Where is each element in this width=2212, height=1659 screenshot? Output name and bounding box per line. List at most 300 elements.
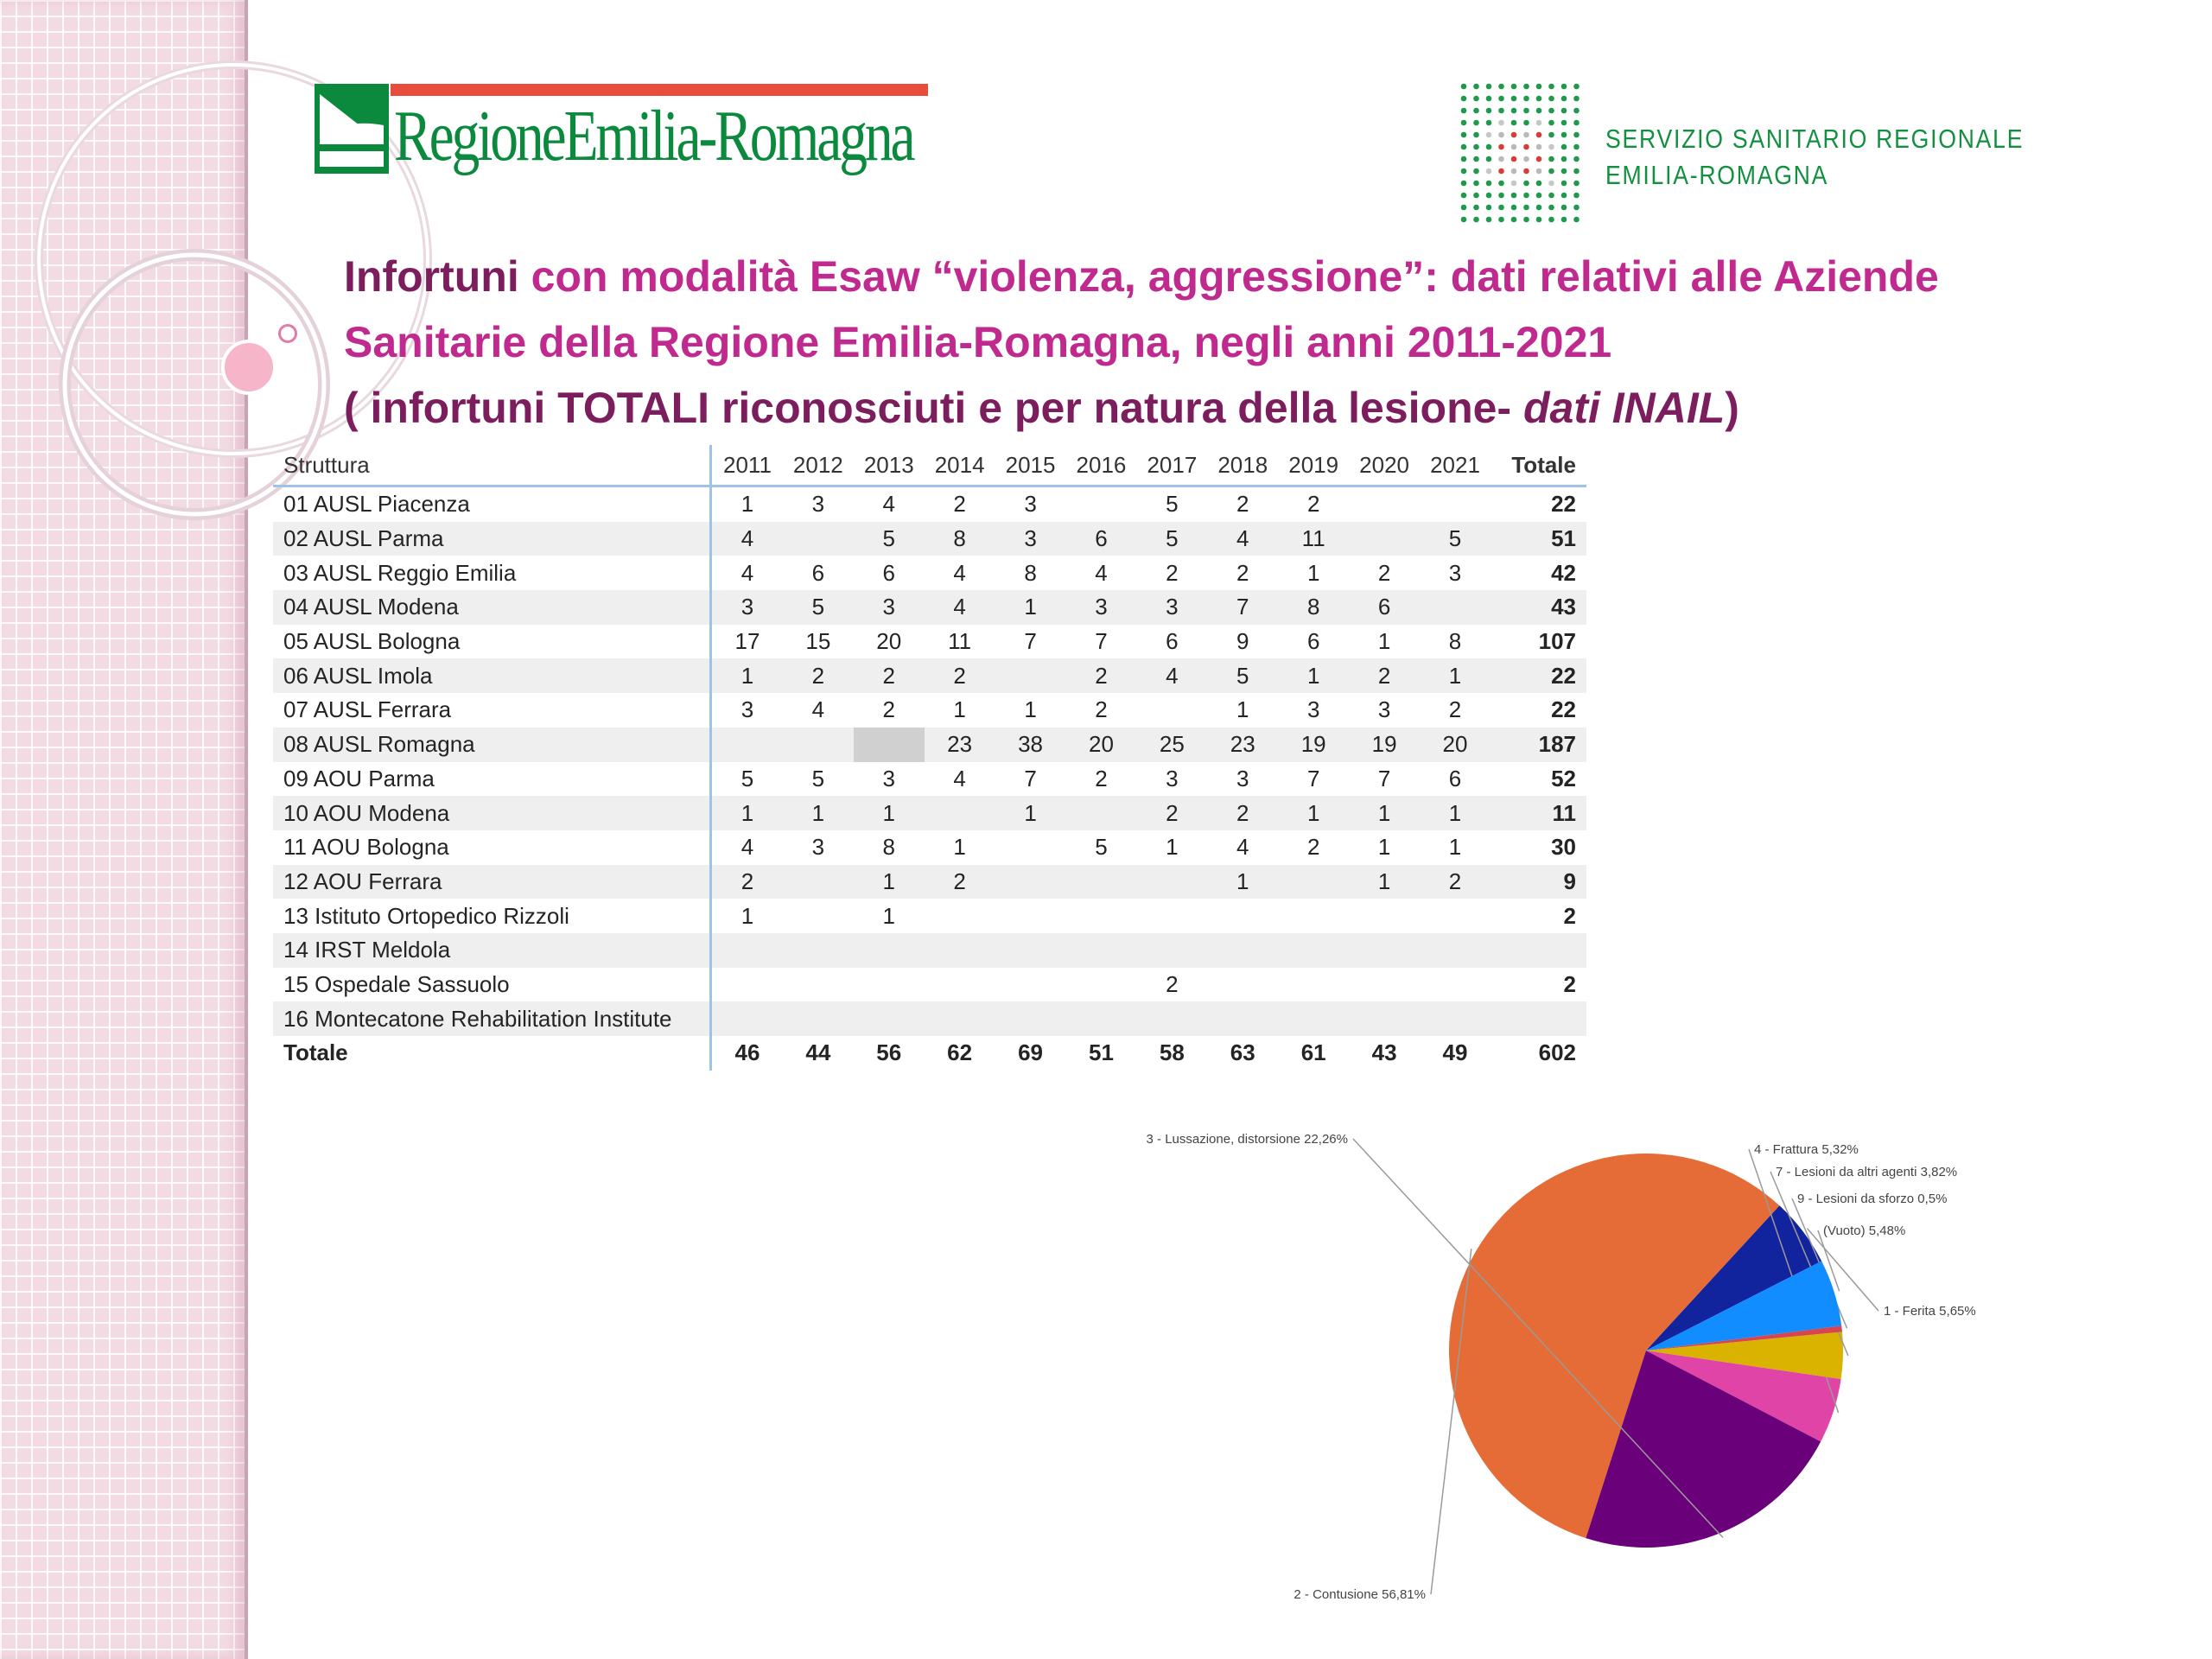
cell-value: 4 bbox=[953, 765, 966, 791]
cell-value: 20 bbox=[876, 628, 902, 655]
cell-value: 5 bbox=[1136, 522, 1207, 556]
logo-dot bbox=[1573, 168, 1580, 175]
cell-value bbox=[995, 1001, 1066, 1036]
cell-value: 1 bbox=[854, 865, 925, 899]
cell-value: 1 bbox=[1278, 658, 1349, 693]
row-struttura: 03 AUSL Reggio Emilia bbox=[273, 556, 711, 590]
logo-dot bbox=[1486, 120, 1492, 126]
cell-value bbox=[1136, 899, 1207, 933]
logo-dot bbox=[1548, 132, 1554, 138]
logo-dot bbox=[1511, 96, 1517, 102]
cell-total: 107 bbox=[1538, 628, 1576, 655]
cell-value: 62 bbox=[947, 1039, 973, 1066]
cell-total bbox=[1491, 933, 1586, 968]
cell-value: 3 bbox=[741, 696, 754, 723]
header-year[interactable]: 2011 bbox=[711, 445, 783, 486]
cell-value: 6 bbox=[1066, 522, 1137, 556]
logo-dot bbox=[1511, 144, 1517, 150]
header-totale[interactable]: Totale bbox=[1491, 445, 1586, 486]
cell-total: 22 bbox=[1551, 491, 1576, 518]
cell-value bbox=[1420, 1001, 1491, 1036]
cell-value: 19 bbox=[1278, 728, 1349, 762]
cell-value: 3 bbox=[995, 522, 1066, 556]
cell-value bbox=[783, 899, 854, 933]
cell-value bbox=[1420, 968, 1491, 1002]
table-row bbox=[273, 1001, 1586, 1036]
cell-value: 1 bbox=[882, 902, 895, 929]
cell-total: 2 bbox=[1563, 902, 1576, 929]
cell-value: 4 bbox=[711, 522, 783, 556]
cell-value: 2 bbox=[1166, 970, 1179, 997]
cell-value: 1 bbox=[854, 796, 925, 830]
cell-value: 5 bbox=[1095, 834, 1108, 861]
cell-total: 22 bbox=[1491, 658, 1586, 693]
cell-value bbox=[925, 933, 995, 968]
cell-value: 1 bbox=[741, 902, 754, 929]
logo-dot bbox=[1573, 193, 1580, 199]
cell-value: 3 bbox=[1448, 559, 1462, 586]
logo-dot bbox=[1548, 168, 1554, 175]
cell-value: 2 bbox=[1420, 865, 1491, 899]
cell-value bbox=[1349, 522, 1420, 556]
cell-value bbox=[925, 968, 995, 1002]
cell-value bbox=[1420, 486, 1491, 522]
table-row bbox=[273, 830, 1586, 865]
cell-value: 46 bbox=[734, 1039, 760, 1066]
cell-value: 4 bbox=[1136, 658, 1207, 693]
logo-dot bbox=[1486, 96, 1492, 102]
header-year[interactable]: 2013 bbox=[854, 445, 925, 486]
cell-value: 11 bbox=[948, 628, 972, 655]
cell-value: 7 bbox=[1095, 628, 1108, 655]
injury-table bbox=[273, 445, 1586, 1071]
logo-dot bbox=[1461, 108, 1467, 114]
cell-value: 1 bbox=[1377, 628, 1391, 655]
table-row bbox=[273, 486, 1586, 522]
logo-dot bbox=[1573, 181, 1580, 187]
logo-dot bbox=[1461, 96, 1467, 102]
cell-value bbox=[1278, 865, 1349, 899]
cell-value bbox=[854, 728, 925, 762]
table-row bbox=[273, 933, 1586, 968]
title-bullet-icon bbox=[278, 324, 297, 343]
cell-value: 8 bbox=[925, 522, 995, 556]
cell-total: 51 bbox=[1491, 522, 1586, 556]
cell-value bbox=[1420, 899, 1491, 933]
logo-dot bbox=[1498, 156, 1504, 162]
logo-dot bbox=[1498, 120, 1504, 126]
cell-value: 1 bbox=[1278, 796, 1349, 830]
logo-dot bbox=[1548, 96, 1554, 102]
logo-dot bbox=[1548, 84, 1554, 90]
cell-value: 1 bbox=[711, 658, 783, 693]
cell-value bbox=[1278, 968, 1349, 1002]
cell-value: 2 bbox=[1236, 491, 1249, 518]
title-line-3 bbox=[344, 375, 2193, 441]
logo-dot bbox=[1511, 181, 1517, 187]
row-struttura: 16 Montecatone Rehabilitation Institute bbox=[273, 1001, 711, 1036]
logo-dot bbox=[1473, 181, 1479, 187]
logo-dot bbox=[1461, 205, 1467, 211]
ssr-line2: EMILIA-ROMAGNA bbox=[1605, 160, 1829, 190]
logo-dot bbox=[1498, 84, 1504, 90]
cell-value: 44 bbox=[805, 1039, 831, 1066]
cell-value: 2 bbox=[1236, 559, 1249, 586]
cell-value: 69 bbox=[1018, 1039, 1043, 1066]
cell-value: 7 bbox=[1024, 628, 1037, 655]
pie-label: 3 - Lussazione, distorsione 22,26% bbox=[1146, 1132, 1348, 1147]
rer-logo-redbar bbox=[391, 84, 928, 96]
cell-value bbox=[854, 1001, 925, 1036]
cell-value: 2 bbox=[1166, 559, 1179, 586]
cell-value: 23 bbox=[1207, 728, 1278, 762]
table-row bbox=[273, 865, 1586, 899]
ssr-logo-text bbox=[1605, 121, 2024, 194]
cell-value: 1 bbox=[1349, 796, 1420, 830]
cell-value: 2 bbox=[1349, 658, 1420, 693]
cell-value: 20 bbox=[1420, 728, 1491, 762]
cell-value: 1 bbox=[995, 590, 1066, 625]
logo-dot bbox=[1486, 217, 1492, 223]
logo-dot bbox=[1573, 96, 1580, 102]
logo-dot bbox=[1498, 217, 1504, 223]
logo-dot bbox=[1523, 84, 1529, 90]
logo-dot bbox=[1511, 168, 1517, 175]
pink-dot bbox=[223, 341, 275, 393]
pie-label: 1 - Ferita 5,65% bbox=[1884, 1304, 1976, 1319]
row-struttura: 13 Istituto Ortopedico Rizzoli bbox=[273, 899, 711, 933]
logo-dot bbox=[1561, 217, 1567, 223]
cell-value bbox=[995, 968, 1066, 1002]
row-struttura: 06 AUSL Imola bbox=[273, 658, 711, 693]
logo-dot bbox=[1573, 132, 1580, 138]
cell-value: 1 bbox=[1420, 658, 1491, 693]
cell-value bbox=[925, 899, 995, 933]
cell-value bbox=[995, 865, 1066, 899]
cell-value: 2 bbox=[953, 491, 966, 518]
pie-chart bbox=[1146, 1115, 2100, 1607]
logo-dot bbox=[1511, 84, 1517, 90]
cell-value bbox=[783, 1001, 854, 1036]
logo-dot bbox=[1473, 217, 1479, 223]
logo-dot bbox=[1461, 84, 1467, 90]
cell-value: 51 bbox=[1088, 1039, 1114, 1066]
cell-value bbox=[783, 865, 854, 899]
logo-dot bbox=[1511, 156, 1517, 162]
cell-total: 22 bbox=[1551, 696, 1576, 723]
logo-dot bbox=[1486, 108, 1492, 114]
logo-dot bbox=[1548, 205, 1554, 211]
logo-dot bbox=[1523, 144, 1529, 150]
logo-dot bbox=[1548, 108, 1554, 114]
cell-value: 15 bbox=[805, 628, 831, 655]
logo-dot bbox=[1536, 84, 1542, 90]
cell-value: 1 bbox=[1207, 865, 1278, 899]
cell-value bbox=[711, 968, 783, 1002]
cell-value bbox=[783, 968, 854, 1002]
logo-dot bbox=[1473, 96, 1479, 102]
cell-value bbox=[1066, 865, 1137, 899]
header-year[interactable]: 2012 bbox=[783, 445, 854, 486]
logo-dot bbox=[1548, 156, 1554, 162]
logo-dot bbox=[1561, 108, 1567, 114]
cell-value bbox=[1349, 899, 1420, 933]
row-struttura: 07 AUSL Ferrara bbox=[273, 693, 711, 728]
cell-value: 3 bbox=[882, 765, 895, 791]
cell-total: 52 bbox=[1551, 765, 1576, 791]
cell-value: 17 bbox=[734, 628, 760, 655]
cell-value bbox=[1349, 933, 1420, 968]
cell-value: 5 bbox=[783, 590, 854, 625]
table-row bbox=[273, 522, 1586, 556]
logo-dot bbox=[1486, 144, 1492, 150]
logo-dot bbox=[1473, 120, 1479, 126]
cell-value: 6 bbox=[1349, 590, 1420, 625]
cell-value bbox=[783, 522, 854, 556]
cell-total bbox=[1491, 1001, 1586, 1036]
cell-value: 8 bbox=[1448, 628, 1462, 655]
cell-value: 1 bbox=[953, 696, 966, 723]
logo-dot bbox=[1461, 217, 1467, 223]
cell-value: 4 bbox=[925, 590, 995, 625]
pie-label: (Vuoto) 5,48% bbox=[1823, 1224, 1906, 1238]
logo-dot bbox=[1511, 217, 1517, 223]
logo-dot bbox=[1561, 181, 1567, 187]
title-line-3a: ( infortuni TOTALI riconosciuti e per natura della lesione- bbox=[344, 384, 1523, 432]
logo-dot bbox=[1523, 132, 1529, 138]
cell-value: 5 bbox=[854, 522, 925, 556]
cell-value bbox=[1278, 1001, 1349, 1036]
cell-value: 6 bbox=[1448, 765, 1462, 791]
logo-dot bbox=[1561, 132, 1567, 138]
logo-dot bbox=[1523, 156, 1529, 162]
table-row bbox=[273, 728, 1586, 762]
logo-dot bbox=[1498, 144, 1504, 150]
cell-value: 25 bbox=[1136, 728, 1207, 762]
cell-value: 4 bbox=[741, 834, 754, 861]
cell-value: 23 bbox=[925, 728, 995, 762]
cell-value: 2 bbox=[711, 865, 783, 899]
header-year[interactable]: 2015 bbox=[995, 445, 1066, 486]
cell-value: 11 bbox=[1278, 522, 1349, 556]
logo-dot bbox=[1473, 168, 1479, 175]
logo-dot bbox=[1561, 96, 1567, 102]
title-line-2: Sanitarie della Regione Emilia-Romagna, negli anni 2011-2021 bbox=[344, 318, 1612, 366]
cell-value: 2 bbox=[1207, 796, 1278, 830]
logo-dot bbox=[1536, 96, 1542, 102]
cell-value: 6 bbox=[811, 559, 825, 586]
cell-value: 43 bbox=[1371, 1039, 1397, 1066]
table-row bbox=[273, 762, 1586, 797]
cell-value bbox=[1136, 865, 1207, 899]
title-keyword: Infortuni bbox=[344, 252, 519, 301]
cell-value bbox=[1066, 486, 1137, 522]
ssr-line1: SERVIZIO SANITARIO REGIONALE bbox=[1605, 124, 2024, 154]
header-year[interactable]: 2020 bbox=[1349, 445, 1420, 486]
cell-value: 1 bbox=[953, 834, 966, 861]
header-year[interactable]: 2018 bbox=[1207, 445, 1278, 486]
logo-dot bbox=[1473, 156, 1479, 162]
logo-dot bbox=[1461, 156, 1467, 162]
logo-dot bbox=[1523, 193, 1529, 199]
logo-dot bbox=[1548, 193, 1554, 199]
cell-value: 5 bbox=[1166, 491, 1179, 518]
cell-value: 2 bbox=[1095, 696, 1108, 723]
cell-value bbox=[1420, 590, 1491, 625]
cell-value: 2 bbox=[1306, 834, 1320, 861]
row-struttura: 04 AUSL Modena bbox=[273, 590, 711, 625]
cell-value: 5 bbox=[811, 765, 825, 791]
cell-value: 3 bbox=[711, 590, 783, 625]
logo-dot bbox=[1523, 108, 1529, 114]
cell-value bbox=[711, 728, 783, 762]
logo-dot bbox=[1573, 156, 1580, 162]
cell-value: 9 bbox=[1236, 628, 1249, 655]
cell-value bbox=[854, 968, 925, 1002]
pie-label: 7 - Lesioni da altri agenti 3,82% bbox=[1776, 1165, 1958, 1179]
cell-value: 2 bbox=[1377, 559, 1391, 586]
logo-dot bbox=[1561, 156, 1567, 162]
logo-dot bbox=[1561, 120, 1567, 126]
row-struttura: 10 AOU Modena bbox=[273, 796, 711, 830]
logo-dot bbox=[1523, 217, 1529, 223]
cell-value: 1 bbox=[1377, 834, 1391, 861]
logo-dot bbox=[1473, 205, 1479, 211]
logo-dot bbox=[1498, 168, 1504, 175]
cell-value: 3 bbox=[1066, 590, 1137, 625]
cell-value: 1 bbox=[1448, 834, 1462, 861]
cell-value: 3 bbox=[1306, 696, 1320, 723]
row-struttura: 12 AOU Ferrara bbox=[273, 865, 711, 899]
row-struttura: 05 AUSL Bologna bbox=[273, 625, 711, 659]
logo-dot bbox=[1573, 84, 1580, 90]
cell-value bbox=[995, 899, 1066, 933]
cell-value: 7 bbox=[1306, 765, 1320, 791]
header-year[interactable]: 2019 bbox=[1278, 445, 1349, 486]
cell-value: 6 bbox=[1306, 628, 1320, 655]
cell-value bbox=[783, 728, 854, 762]
logo-dot bbox=[1498, 96, 1504, 102]
cell-value: 56 bbox=[876, 1039, 902, 1066]
logo-dot bbox=[1473, 108, 1479, 114]
logo-dot bbox=[1536, 108, 1542, 114]
logo-dot bbox=[1523, 181, 1529, 187]
cell-value: 1 bbox=[783, 796, 854, 830]
logo-dot bbox=[1461, 193, 1467, 199]
logo-dot bbox=[1498, 205, 1504, 211]
cell-value: 7 bbox=[1207, 590, 1278, 625]
header-year[interactable]: 2021 bbox=[1420, 445, 1491, 486]
header-year[interactable]: 2017 bbox=[1136, 445, 1207, 486]
row-struttura: 09 AOU Parma bbox=[273, 762, 711, 797]
cell-value bbox=[995, 830, 1066, 865]
cell-value: 3 bbox=[1024, 491, 1037, 518]
logo-dot bbox=[1486, 132, 1492, 138]
table-row bbox=[273, 658, 1586, 693]
header-year[interactable]: 2016 bbox=[1066, 445, 1137, 486]
cell-value bbox=[711, 1001, 783, 1036]
table-row bbox=[273, 796, 1586, 830]
row-struttura: 01 AUSL Piacenza bbox=[273, 486, 711, 522]
cell-value bbox=[1207, 1001, 1278, 1036]
logo-dot bbox=[1548, 144, 1554, 150]
cell-value: 3 bbox=[1377, 696, 1391, 723]
logo-dot bbox=[1461, 168, 1467, 175]
header-year[interactable]: 2014 bbox=[925, 445, 995, 486]
cell-value bbox=[1207, 933, 1278, 968]
logo-dot bbox=[1523, 96, 1529, 102]
logo-dot bbox=[1498, 108, 1504, 114]
cell-value: 5 bbox=[1207, 658, 1278, 693]
pie-label: 2 - Contusione 56,81% bbox=[1294, 1587, 1426, 1602]
logo-dot bbox=[1573, 217, 1580, 223]
row-struttura: 14 IRST Meldola bbox=[273, 933, 711, 968]
logo-dot bbox=[1536, 120, 1542, 126]
cell-value: 1 bbox=[1349, 865, 1420, 899]
cell-value bbox=[925, 1001, 995, 1036]
cell-value: 1 bbox=[1306, 559, 1320, 586]
cell-value: 61 bbox=[1300, 1039, 1326, 1066]
cell-value: 3 bbox=[1166, 765, 1179, 791]
cell-value: 2 bbox=[882, 696, 895, 723]
cell-value bbox=[1278, 933, 1349, 968]
cell-value: 3 bbox=[854, 590, 925, 625]
cell-value: 2 bbox=[1136, 796, 1207, 830]
cell-value: 4 bbox=[882, 491, 895, 518]
cell-value bbox=[1349, 968, 1420, 1002]
logo-dot bbox=[1473, 193, 1479, 199]
row-struttura: 08 AUSL Romagna bbox=[273, 728, 711, 762]
logo-dot bbox=[1473, 132, 1479, 138]
cell-total: 9 bbox=[1491, 865, 1586, 899]
logo-dot bbox=[1461, 144, 1467, 150]
cell-value: 7 bbox=[1377, 765, 1391, 791]
page-title bbox=[344, 244, 2193, 441]
cell-value: 3 bbox=[1136, 590, 1207, 625]
logo-dot bbox=[1573, 108, 1580, 114]
cell-value: 20 bbox=[1066, 728, 1137, 762]
cell-value bbox=[995, 933, 1066, 968]
cell-value: 7 bbox=[1024, 765, 1037, 791]
logo-dot bbox=[1511, 108, 1517, 114]
row-struttura: 02 AUSL Parma bbox=[273, 522, 711, 556]
table-row bbox=[273, 590, 1586, 625]
logo-dot bbox=[1573, 144, 1580, 150]
cell-value: 1 bbox=[711, 796, 783, 830]
logo-dot bbox=[1511, 193, 1517, 199]
cell-value: 38 bbox=[995, 728, 1066, 762]
cell-value: 1 bbox=[1024, 696, 1037, 723]
cell-total: 2 bbox=[1563, 970, 1576, 997]
logo-dot bbox=[1561, 205, 1567, 211]
cell-value bbox=[1066, 933, 1137, 968]
logo-dot bbox=[1511, 132, 1517, 138]
cell-value: 1 bbox=[995, 796, 1066, 830]
rer-logo-text: RegioneEmilia-Romagna bbox=[394, 96, 913, 176]
cell-value: 58 bbox=[1159, 1039, 1185, 1066]
cell-value: 2 bbox=[854, 658, 925, 693]
table-total-row bbox=[273, 1036, 1586, 1071]
cell-value bbox=[1349, 486, 1420, 522]
cell-value: 2 bbox=[1448, 696, 1462, 723]
cell-value bbox=[1066, 968, 1137, 1002]
cell-value: 2 bbox=[925, 865, 995, 899]
cell-value bbox=[1136, 933, 1207, 968]
cell-total: 602 bbox=[1538, 1039, 1576, 1066]
logo-dot bbox=[1548, 217, 1554, 223]
header-struttura[interactable]: Struttura bbox=[273, 445, 711, 486]
cell-value: 1 bbox=[1420, 796, 1491, 830]
